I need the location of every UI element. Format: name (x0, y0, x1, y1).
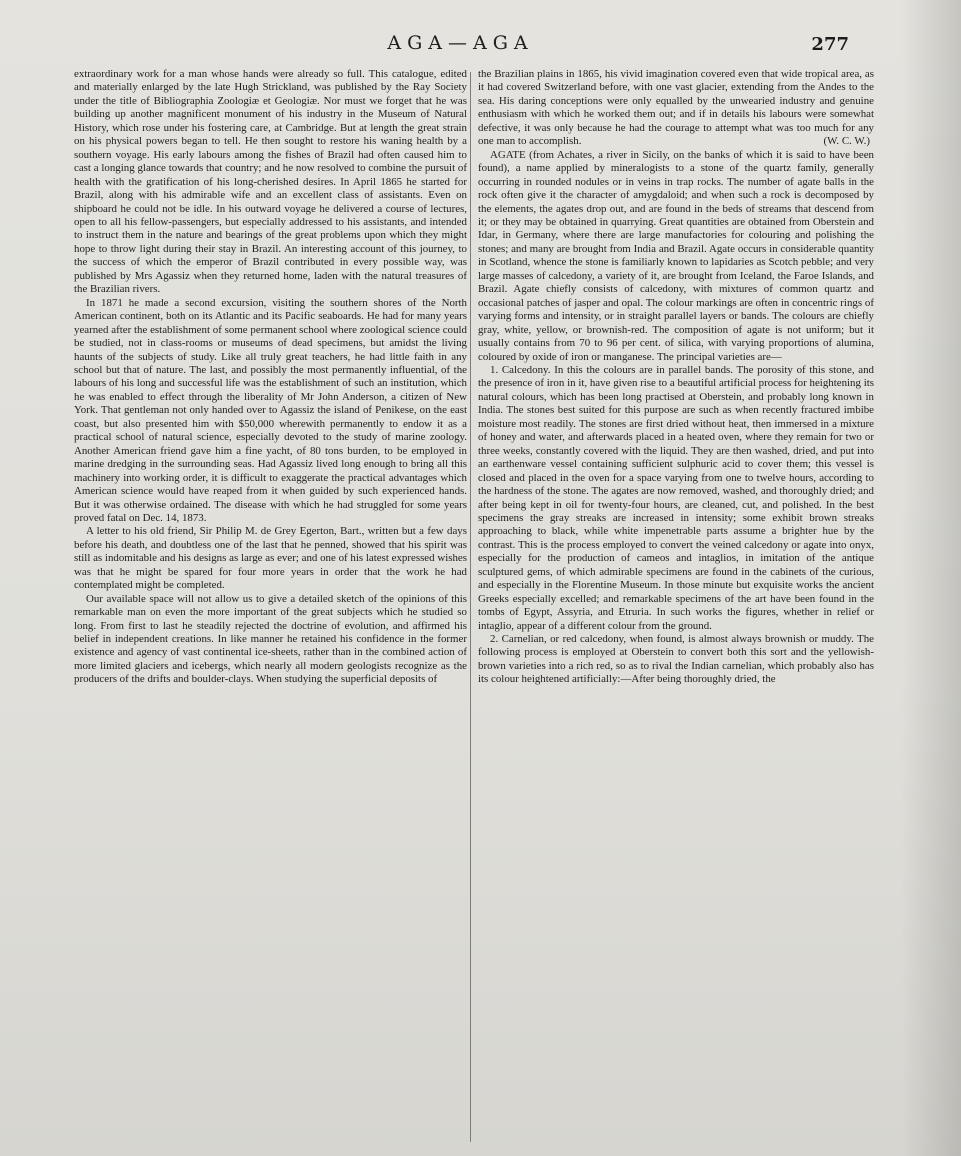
author-signature: (W. C. W.) (823, 135, 870, 148)
right-column (478, 68, 874, 687)
page-header (60, 32, 861, 62)
left-paragraph-3: A letter to his old friend, Sir Philip M. de Grey Egerton, Bart., written but a few days before his death, and doubtless one of the last that he penned, showed that his spirit was still as indomitable and his designs as large as ever; and one of his latest expressed wishes was that he might be spared for four more years in order that the work he had contemplated might be completed. (74, 525, 467, 592)
agate-entry: AGATE (from Achates, a river in Sicily, on the banks of which it is said to have been found), a name applied by mineralogists to a stone of the quartz family, generally occurring in rounded nodules or in veins in trap rocks. The number of agate balls in the rock often give it the character of amygdaloid; and when such a rock is decomposed by the elements, the agates drop out, and are found in the beds of streams that descend from it; or they may be obtained in quarrying. Great quantities are obtained from Oberstein and Idar, in Germany, where there are large manufactories for colouring and polishing the stones; and many are brought from India and Brazil. Agate occurs in considerable quantity in Scotland, whence the stone is familiarly known to lapidaries as Scotch pebble; and very large masses of calcedony, a variety of it, are brought from Iceland, the Faroe Islands, and Brazil. Agate chiefly consists of calcedony, with mixtures of common quartz and occasional patches of jasper and opal. The colour markings are often in concentric rings of varying forms and intensity, or in straight parallel layers or bands. The colours are chiefly gray, white, yellow, or brownish-red. The composition of agate is not uniform; but it usually contains from 70 to 96 per cent. of silica, with varying proportions of alumina, coloured by oxide of iron or manganese. The principal varieties are— (478, 148, 874, 363)
running-head: AGA—AGA (387, 32, 534, 54)
left-paragraph-1: extraordinary work for a man whose hands were already so full. This catalogue, edited and materially enlarged by the late Hugh Strickland, was published by the Ray Society under the title of Bibliographia Zoologiæ et Geologiæ. Nor must we forget that he was building up another magnificent monument of his industry in the Museum of Natural History, which rose under his fostering care, at Cambridge. But at length the great strain on his physical powers began to tell. He then sought to restore his waning health by a southern voyage. His early labours among the fishes of Brazil had often caused him to cast a longing glance towards that country; and he now resolved to combine the pursuit of health with the gratification of his long-cherished desires. In April 1865 he started for Brazil, along with his admirable wife and an excellent class of assistants. Even on shipboard he could not be idle. In his outward voyage he delivered a course of lectures, open to all his fellow-passengers, but especially addressed to his assistants, and intended to instruct them in the nature and bearings of the great problems upon which they might hope to throw light during their stay in Brazil. An interesting account of this journey, to the success of which the emperor of Brazil contributed in every possible way, was published by Mrs Agassiz when they returned home, laden with the natural treasures of the Brazilian rivers. (74, 68, 467, 296)
left-paragraph-2: In 1871 he made a second excursion, visiting the southern shores of the North American continent, both on its Atlantic and its Pacific seaboards. He had for many years yearned after the establishment of some permanent school where zoological science could be studied, not in class-rooms or museums of dead specimens, but amidst the living haunts of the subjects of study. Like all truly great teachers, he had little faith in any school but that of nature. The last, and possibly the most permanently influential, of the labours of his long and successful life was the establishment of such an institution, which he was enabled to effect through the liberality of Mr John Anderson, a citizen of New York. That gentleman not only handed over to Agassiz the island of Penikese, on the east coast, but also presented him with $50,000 wherewith permanently to endow it as a practical school of natural science, especially devoted to the study of marine zoology. Another American friend gave him a fine yacht, of 80 tons burden, to be employed in marine dredging in the surrounding seas. Had Agassiz lived long enough to bring all this machinery into working order, it is difficult to exaggerate the practical advantages which American science would have reaped from it when guided by such experienced hands. But it was otherwise ordained. The disease with which he had struggled for some years proved fatal on Dec. 14, 1873. (74, 296, 467, 524)
page-number: 277 (811, 34, 849, 55)
column-divider (470, 72, 471, 1142)
left-paragraph-4: Our available space will not allow us to give a detailed sketch of the opinions of this remarkable man on even the more important of the great subjects which he studied so long. From first to last he steadily rejected the doctrine of evolution, and affirmed his belief in independent creations. In like manner he retained his confidence in the former existence and agency of vast continental ice-sheets, rather than in the combined action of more limited glaciers and icebergs, which nearly all modern geologists recognize as the producers of the drifts and boulder-clays. When studying the superficial deposits of (74, 592, 467, 686)
left-column (74, 68, 467, 687)
page-edge-shadow (901, 0, 961, 1156)
calcedony-paragraph: 1. Calcedony. In this the colours are in parallel bands. The porosity of this stone, and the presence of iron in it, have given rise to a beautiful artificial process for heightening its natural colours, which has been long practised at Oberstein, and probably long known in India. The stones best suited for this purpose are such as when recently fractured imbibe moisture most readily. The stones are first dried without heat, then immersed in a mixture of honey and water, and afterwards placed in a heated oven, where they remain for two or three weeks, constantly covered with the liquid. They are then washed, dried, and put into an earthenware vessel containing sufficient sulphuric acid to cover them; this vessel is closed and placed in the oven for a space varying from one to twelve hours, according to the hardness of the stone. The agates are now removed, washed, and thoroughly dried; and after being kept in oil for twenty-four hours, are cleaned, cut, and polished. In the best specimens the gray streaks are increased in intensity; some exhibit brown streaks approaching to black, while white impenetrable parts assume a brighter hue by the contrast. This is the process employed to convert the veined calcedony or agate into onyx, especially for the production of cameos and intaglios, in imitation of the antique sculptured gems, of which admirable specimens are found in the cabinets of the curious, and especially in the Florentine Museum. In those minute but exquisite works the ancient Greeks especially excelled; and remarkable specimens of the art have been found in the tombs of Egypt, Assyria, and Etruria. In such works the figures, whether in relief or intaglio, appear of a different colour from the ground. (478, 363, 874, 632)
right-paragraph-opening (478, 68, 874, 149)
carnelian-paragraph: 2. Carnelian, or red calcedony, when found, is almost always brownish or muddy. The following process is employed at Oberstein to convert both this sort and the yellowish-brown varieties into a rich red, so as to rival the Indian carnelian, which probably also has its colour heightened artificially:—After being thoroughly dried, the (478, 633, 874, 686)
opening-text: the Brazilian plains in 1865, his vivid imagination covered even that wide tropical area, as it had covered Switzerland before, with one vast glacier, extending from the Andes to the sea. His daring conceptions were only equalled by the unwearied industry and genuine enthusiasm with which he worked them out; and if in details his labours were somewhat defective, it was only because he had the courage to attempt what was too much for any one man to accomplish. (478, 68, 874, 148)
